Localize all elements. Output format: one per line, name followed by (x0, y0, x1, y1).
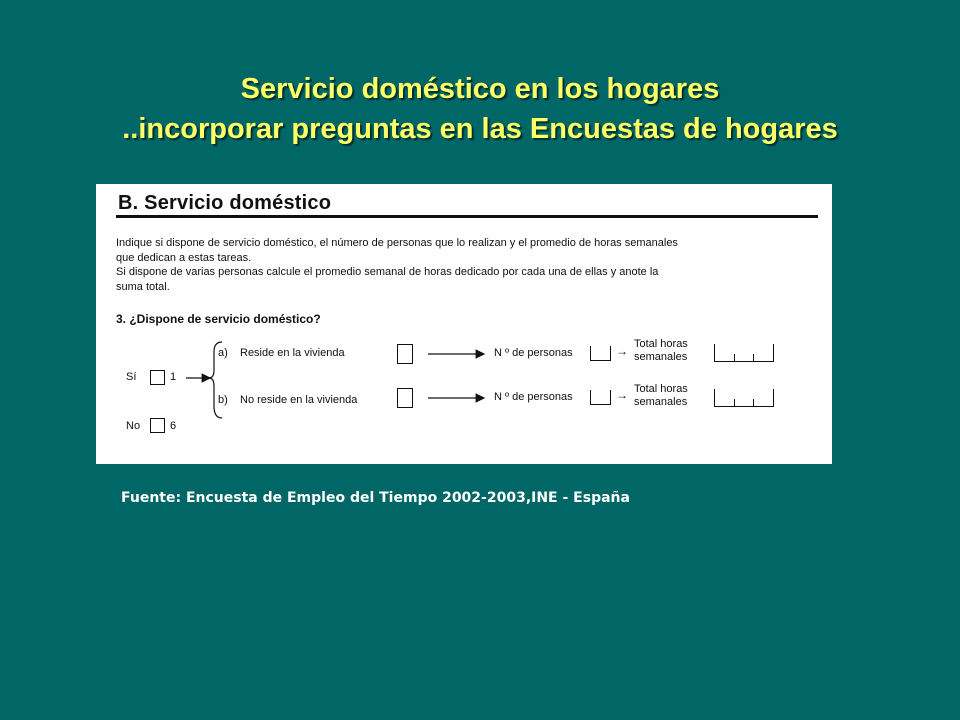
no-code: 6 (170, 420, 177, 432)
instruction-line: que dedican a estas tareas. (116, 251, 252, 264)
option-a-persons-label: N º de personas (494, 347, 573, 359)
question-3: 3. ¿Dispone de servicio doméstico? (116, 312, 321, 326)
yes-code: 1 (170, 371, 177, 383)
option-b-checkbox[interactable] (397, 388, 413, 408)
option-a-hours-label (634, 338, 688, 364)
yes-checkbox[interactable] (150, 370, 165, 385)
option-a-hours-box[interactable] (714, 344, 774, 362)
option-a-persons-box[interactable] (590, 346, 611, 361)
source-citation: Fuente: Encuesta de Empleo del Tiempo 2002-2003,INE - España (121, 490, 630, 506)
option-b-hours-label (634, 383, 688, 409)
option-a-checkbox[interactable] (397, 344, 413, 364)
yes-label: Sí (126, 371, 137, 383)
instruction-line: Indique si dispone de servicio doméstico, el número de personas que lo realizan y el promedio de horas semanales (116, 237, 678, 249)
section-title: B. Servicio doméstico (118, 192, 332, 214)
option-b-persons-box[interactable] (590, 390, 611, 405)
slide-title-line2: ..incorporar preguntas en las Encuestas de hogares (122, 113, 838, 145)
option-a-label: Reside en la vivienda (240, 347, 345, 359)
instruction-line: Si dispone de varias personas calcule el promedio semanal de horas dedicado por cada una de ellas y anote la (116, 266, 659, 278)
option-b-persons-label: N º de personas (494, 391, 573, 403)
option-b-small-arrow-icon: → (616, 388, 628, 402)
option-a-letter: a) (218, 347, 228, 359)
form-connectors (96, 184, 832, 464)
hours-label-line: Total horas (634, 383, 688, 395)
no-label: No (126, 420, 141, 432)
hours-label-line: semanales (634, 351, 688, 363)
option-b-label: No reside en la vivienda (240, 394, 358, 406)
option-b-hours-box[interactable] (714, 389, 774, 407)
no-checkbox[interactable] (150, 418, 165, 433)
hours-label-line: semanales (634, 396, 688, 408)
option-a-small-arrow-icon: → (616, 344, 628, 358)
hours-label-line: Total horas (634, 338, 688, 350)
instruction-line: suma total. (116, 280, 170, 293)
option-b-letter: b) (218, 394, 228, 406)
slide-title-line1: Servicio doméstico en los hogares (240, 73, 720, 105)
questionnaire-image (96, 184, 832, 464)
